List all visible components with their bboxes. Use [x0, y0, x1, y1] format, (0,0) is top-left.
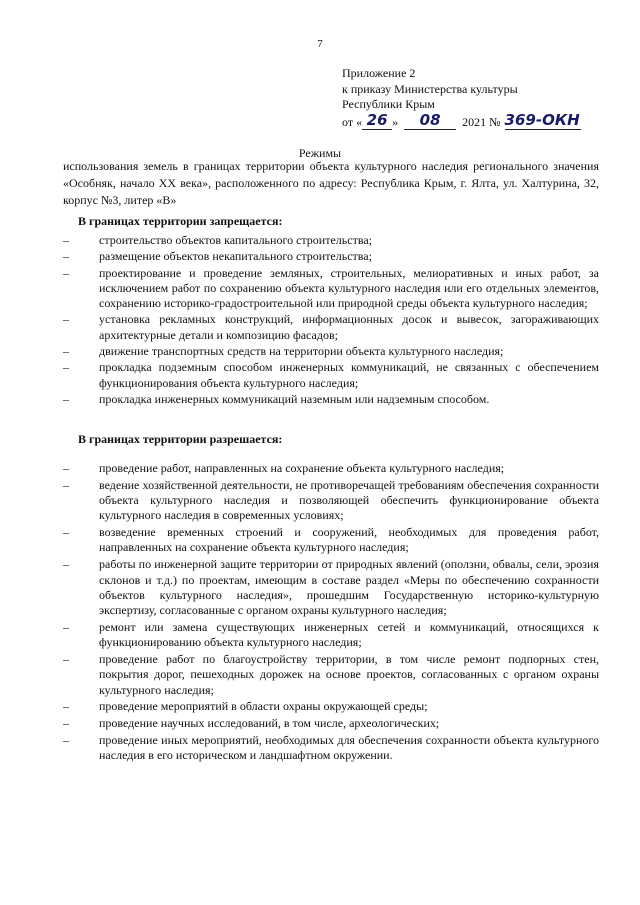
order-day-field [362, 110, 392, 131]
prohibited-list [63, 233, 599, 408]
list-marker: – [63, 312, 69, 327]
list-item: – строительство объектов капитального строительства; [63, 233, 372, 247]
list-marker: – [63, 249, 69, 264]
order-day-handwritten: 26 [366, 110, 388, 129]
list-marker: – [63, 557, 69, 572]
list-item: – ведение хозяйственной деятельности, не противоречащей требованиям обеспечения сохранности объекта культурного наследия и позволяющей обеспечить функционирование объекта культурного наследия в современных условиях; [63, 477, 599, 523]
order-day-close: » [392, 114, 399, 129]
prohibited-section-title: В границах территории запрещается: [78, 214, 283, 228]
appendix-order-ref: к приказу Министерства культуры [342, 81, 518, 96]
list-item: – проектирование и проведение земляных, строительных, мелиоративных и иных работ, за исключением работ по сохранению объекта культурного наследия или его отдельных элементов, сохранению историко-градостроительной или природной среды объекта культурного наследия; [63, 265, 599, 311]
list-marker: – [63, 391, 69, 406]
list-marker: – [63, 360, 69, 375]
list-marker: – [63, 265, 69, 280]
list-marker: – [63, 525, 69, 540]
list-item: – ремонт или замена существующих инженерных сетей и коммуникаций, относящихся к функционированию объекта культурного наследия; [63, 619, 599, 650]
appendix-header [342, 66, 581, 130]
appendix-title: Приложение 2 [342, 66, 416, 80]
list-marker: – [63, 477, 69, 492]
list-item: – прокладка подземным способом инженерных коммуникаций, не связанных с обеспечением функционирования объекта культурного наследия; [63, 360, 599, 390]
order-year: 2021 № [462, 114, 501, 129]
list-marker: – [63, 344, 69, 359]
order-date-line [342, 110, 581, 131]
list-marker: – [63, 716, 69, 731]
document-intro: использования земель в границах территории объекта культурного наследия регионального значения «Особняк, начало XX века», расположенного по адресу: Республика Крым, г. Ялта, ул. Халтурина, 32, корпус №3, литер «В» [63, 159, 599, 207]
order-month-handwritten: 08 [419, 110, 441, 129]
order-prefix: от « [342, 114, 363, 129]
list-marker: – [63, 461, 69, 475]
list-item: – проведение научных исследований, в том числе, археологических; [63, 716, 440, 731]
allowed-list [63, 461, 599, 765]
page-number: 7 [317, 38, 323, 50]
order-number-field [504, 110, 581, 131]
list-item: – проведение работ по благоустройству территории, в том числе ремонт подпорных стен, покрытия дорог, пешеходных дорожек на основе проектов, согласованных с органом охраны культурного наследия; [63, 652, 599, 697]
list-item: – возведение временных строений и сооружений, необходимых для проведения работ, направленных на сохранение объекта культурного наследия; [63, 525, 599, 555]
list-item: – прокладка инженерных коммуникаций наземным или надземным способом. [63, 391, 490, 406]
list-item: – движение транспортных средств на территории объекта культурного наследия; [63, 344, 504, 359]
list-item: – размещение объектов некапитального строительства; [63, 249, 372, 264]
list-item: – проведение иных мероприятий, необходимых для обеспечения сохранности объекта культурного наследия в его историческом и ландшафтном окружении. [63, 733, 599, 763]
list-item: – работы по инженерной защите территории от природных явлений (оползни, обвалы, сели, эрозия склонов и т.д.) по проектам, имеющим в составе раздел «Меры по обеспечению сохранности объектов культурного наследия», прошедшим Государственную историко-культурную экспертизу, согласованные с органом охраны культурного наследия; [63, 557, 599, 618]
order-month-field [404, 110, 456, 131]
list-marker: – [63, 233, 69, 247]
list-item: – проведение мероприятий в области охраны окружающей среды; [63, 699, 428, 714]
document-heading: Режимы [298, 146, 342, 160]
order-number-handwritten: 369-ОКН [504, 110, 580, 129]
allowed-section-title: В границах территории разрешается: [78, 432, 283, 446]
list-marker: – [63, 733, 69, 748]
list-marker: – [63, 699, 69, 714]
list-item: – установка рекламных конструкций, информационных досок и вывесок, загораживающих архитектурные детали и композицию фасадов; [63, 312, 599, 342]
list-marker: – [63, 652, 69, 667]
list-marker: – [63, 619, 69, 634]
list-item: – проведение работ, направленных на сохранение объекта культурного наследия; [63, 461, 505, 475]
appendix-authority: Республики Крым [342, 97, 435, 111]
